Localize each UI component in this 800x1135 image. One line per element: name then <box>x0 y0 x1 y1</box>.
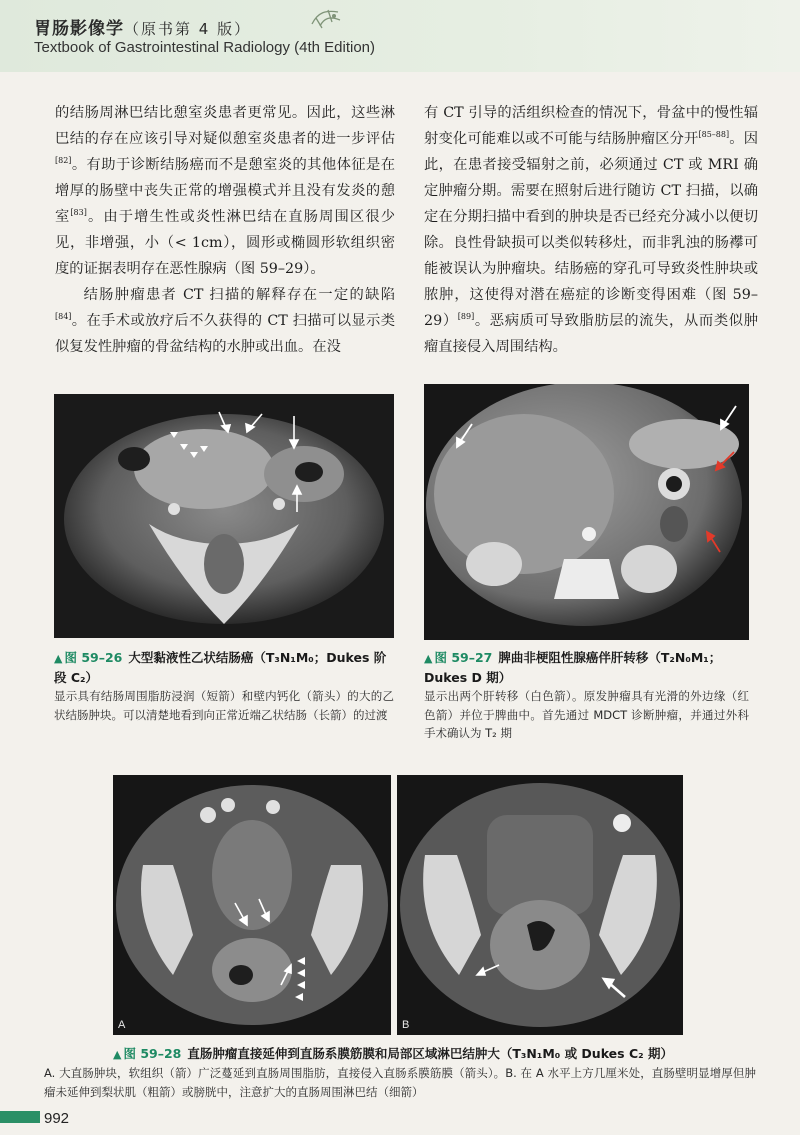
body-column-right <box>424 100 758 360</box>
text-run: 。在手术或放疗后不久获得的 CT 扫描可以显示类似复发性肿瘤的骨盆结构的水肿或出血。在没 <box>55 313 395 355</box>
triangle-marker-icon: ▲ <box>113 1048 122 1061</box>
text-run: 。由于增生性或炎性淋巴结在直肠周围区很少见，非增强，小（< 1cm），圆形或椭圆形软组织密度的证据表明存在恶性腺病（图 59–29）。 <box>55 209 396 277</box>
citation: [85–88] <box>698 130 730 140</box>
paragraph-left-2 <box>55 282 395 360</box>
citation: [82] <box>55 156 72 166</box>
figure-59-26-description: 显示具有结肠周围脂肪浸润（短箭）和壁内钙化（箭头）的大的乙状结肠肿块。可以清楚地看到向正常近端乙状结肠（长箭）的过渡 <box>54 689 394 722</box>
page-number-bar <box>0 1111 40 1123</box>
figure-59-27-caption <box>424 648 749 743</box>
citation: [89] <box>457 312 475 322</box>
figure-59-27-title-text: 脾曲非梗阻性腺癌伴肝转移（T₂N₀M₁；Dukes D 期） <box>424 650 722 685</box>
figure-59-26-title <box>54 648 394 687</box>
text-run: 结肠肿瘤患者 CT 扫描的解释存在一定的缺陷 <box>83 287 395 303</box>
figure-59-27-number: 图 59–27 <box>434 650 493 665</box>
figure-59-27-description: 显示出两个肝转移（白色箭）。原发肿瘤具有光滑的外边缘（红色箭）并位于脾曲中。首先通过 MDCT 诊断肿瘤，并通过外科手术确认为 T₂ 期 <box>424 689 749 740</box>
figure-59-27-image <box>424 384 749 640</box>
figure-59-28-description: A. 大直肠肿块，软组织（箭）广泛蔓延到直肠周围脂肪，直接侵入直肠系膜筋膜（箭头）。B. 在 A 水平上方几厘米处，直肠壁明显增厚但肿瘤未延伸到梨状肌（粗箭）或膀胱中，注意扩大的直肠周围淋巴结（细箭） <box>44 1066 756 1099</box>
figure-59-26-title-text: 大型黏液性乙状结肠癌（T₃N₁M₀；Dukes 阶段 C₂） <box>54 650 387 685</box>
text-run: 。有助于诊断结肠癌而不是憩室炎的其他体征是在增厚的肠壁中丧失正常的增强模式并且没有发炎的憩室 <box>55 157 395 225</box>
citation: [83] <box>70 208 87 218</box>
triangle-marker-icon: ▲ <box>424 652 433 665</box>
triangle-marker-icon: ▲ <box>54 652 63 665</box>
figure-59-28-title-text: 直肠肿瘤直接延伸到直肠系膜筋膜和局部区域淋巴结肿大（T₃N₁M₀ 或 Dukes C₂ 期） <box>187 1046 673 1061</box>
figure-59-28-caption <box>113 1044 753 1064</box>
paragraph-left-1 <box>55 100 395 282</box>
figure-59-28-description-block <box>44 1064 756 1101</box>
figure-59-28-title <box>113 1044 753 1064</box>
book-title-en: Textbook of Gastrointestinal Radiology (4th Edition) <box>34 39 376 56</box>
figure-59-26-image <box>54 394 394 638</box>
figure-59-26-number: 图 59–26 <box>64 650 123 665</box>
book-title-cn-text: 胃肠影像学 <box>34 19 124 39</box>
figure-59-28-number: 图 59–28 <box>123 1046 182 1061</box>
citation: [84] <box>55 312 72 322</box>
text-run: 的结肠周淋巴结比憩室炎患者更常见。因此，这些淋巴结的存在应该引导对疑似憩室炎患者的进一步评估 <box>55 105 395 147</box>
panel-label-a: A <box>118 1019 126 1031</box>
publisher-logo-icon <box>308 6 344 32</box>
paragraph-right-1 <box>424 100 758 360</box>
figure-59-28a-image <box>113 775 391 1035</box>
figure-59-26-caption <box>54 648 394 724</box>
running-header <box>0 0 800 72</box>
edition-cn: （原书第 4 版） <box>124 20 252 38</box>
text-run: 有 CT 引导的活组织检查的情况下，骨盆中的慢性辐射变化可能难以或不可能与结肠肿瘤区分开 <box>424 105 758 147</box>
panel-label-b: B <box>402 1019 410 1031</box>
book-title-cn <box>34 14 251 39</box>
body-column-left <box>55 100 395 360</box>
text-run: 。恶病质可导致脂肪层的流失，从而类似肿瘤直接侵入周围结构。 <box>424 313 758 355</box>
figure-59-28b-image <box>397 775 683 1035</box>
text-run: 。因此，在患者接受辐射之前，必须通过 CT 或 MRI 确定肿瘤分期。需要在照射后进行随访 CT 扫描，以确定在分期扫描中看到的肿块是否已经充分减小以便切除。良性骨缺损可以类似转移灶，而非乳浊的肠襻可能被误认为肿瘤块。结肠癌的穿孔可导致炎性肿块或脓肿，这使得对潜在癌症的诊断变得困难（图 59–29） <box>424 131 759 329</box>
figure-59-27-title <box>424 648 749 687</box>
page-number: 992 <box>44 1110 70 1127</box>
